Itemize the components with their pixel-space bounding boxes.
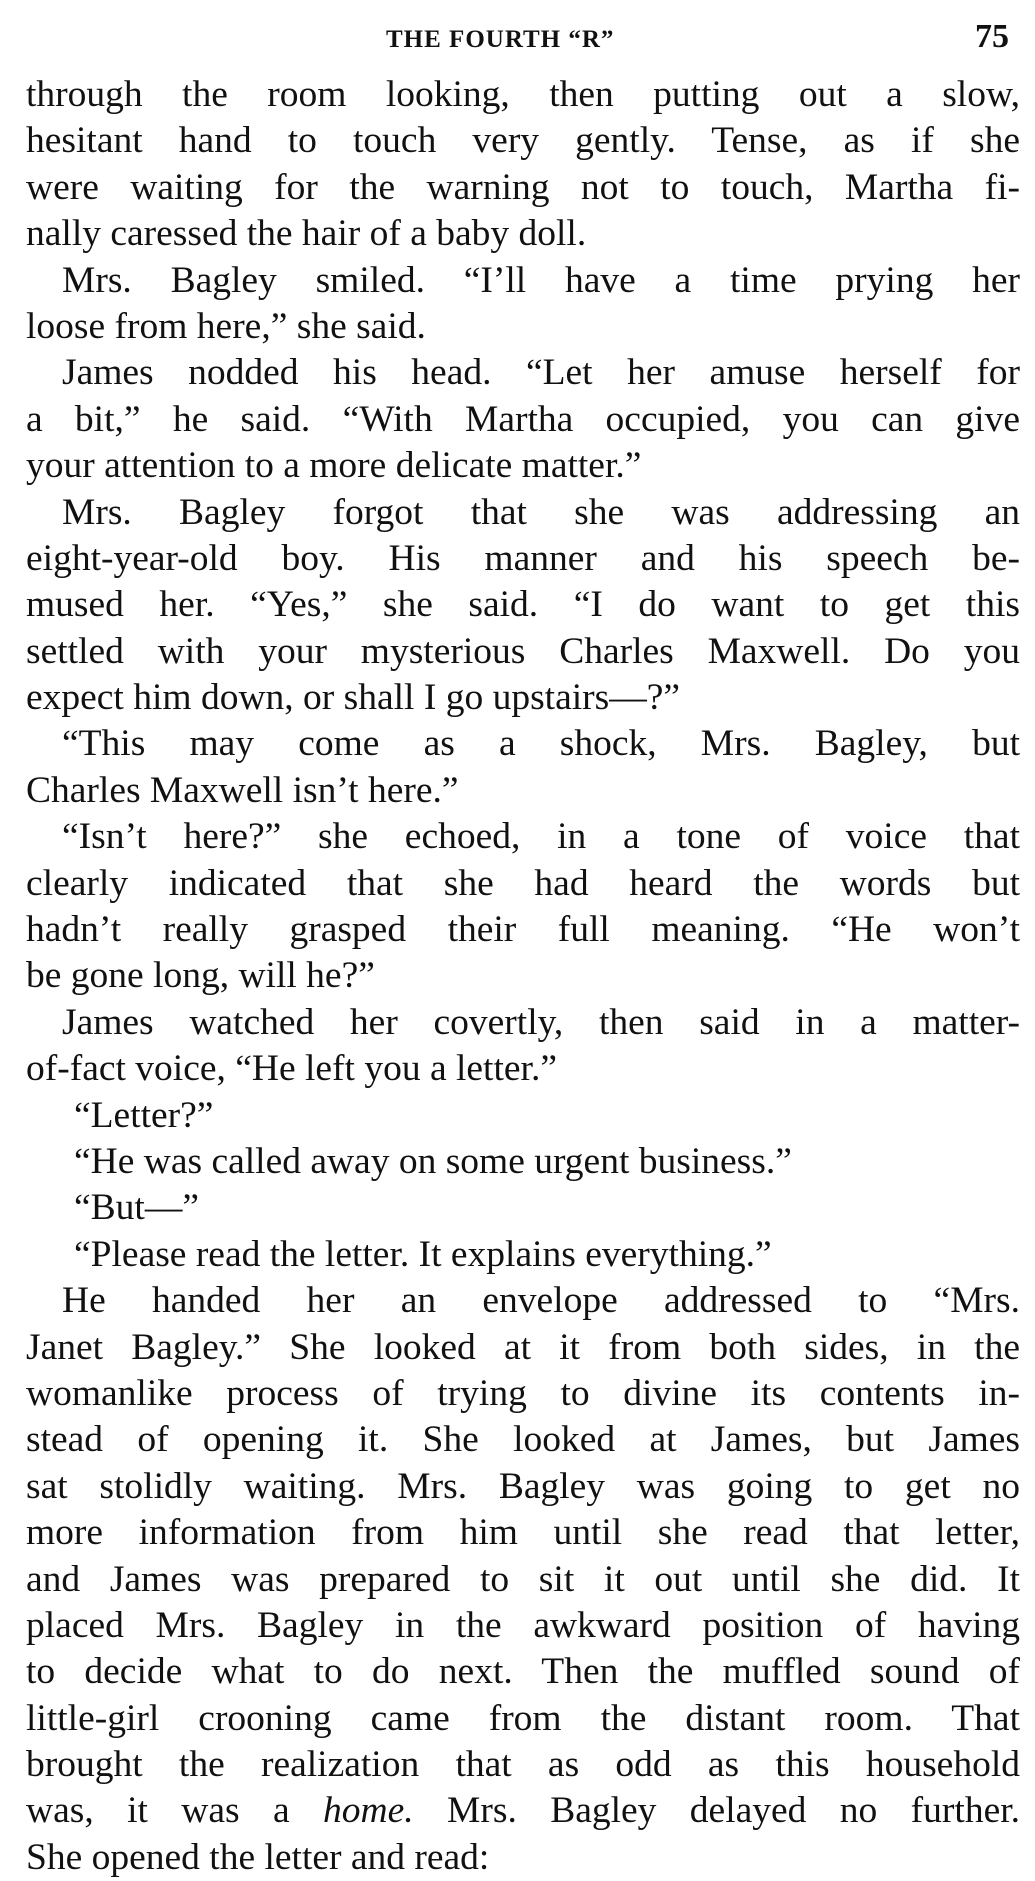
text-line: more information from him until she read that letter, bbox=[26, 1512, 1020, 1554]
text-line: James watched her covertly, then said in a matter- bbox=[62, 1001, 1020, 1043]
text-line: nally caressed the hair of a baby doll. bbox=[26, 213, 587, 255]
text-line: “Letter?” bbox=[74, 1094, 214, 1136]
text-line: Charles Maxwell isn’t here.” bbox=[26, 769, 459, 811]
text-line: She opened the letter and read: bbox=[26, 1836, 490, 1878]
text-line: James nodded his head. “Let her amuse herself for bbox=[62, 352, 1020, 394]
text-line: He handed her an envelope addressed to “Mrs. bbox=[62, 1280, 1020, 1322]
text-line: womanlike process of trying to divine its contents in- bbox=[26, 1372, 1020, 1414]
text-line: of-fact voice, “He left you a letter.” bbox=[26, 1048, 557, 1090]
running-head: THE FOURTH “R” bbox=[386, 26, 615, 53]
text-line: “This may come as a shock, Mrs. Bagley, but bbox=[62, 723, 1020, 765]
text-line: a bit,” he said. “With Martha occupied, you can give bbox=[26, 398, 1020, 440]
text-line: be gone long, will he?” bbox=[26, 955, 375, 997]
text-segment: Mrs. Bagley delayed no further. bbox=[413, 1790, 1020, 1832]
text-line: your attention to a more delicate matter.” bbox=[26, 445, 642, 487]
text-line: “He was called away on some urgent business.” bbox=[74, 1140, 792, 1182]
text-line: hadn’t really grasped their full meaning. “He won’t bbox=[26, 909, 1020, 951]
page-number: 75 bbox=[975, 18, 1009, 55]
emphasis-text: home. bbox=[323, 1790, 414, 1832]
text-line: “Please read the letter. It explains everything.” bbox=[74, 1233, 772, 1275]
text-line: expect him down, or shall I go upstairs—?” bbox=[26, 677, 681, 719]
text-line: Mrs. Bagley smiled. “I’ll have a time prying her bbox=[62, 259, 1020, 301]
body-text bbox=[26, 72, 1020, 1881]
text-line: hesitant hand to touch very gently. Tense, as if she bbox=[26, 120, 1020, 162]
text-line-with-emphasis bbox=[26, 1788, 1020, 1834]
text-line: Janet Bagley.” She looked at it from both sides, in the bbox=[26, 1326, 1020, 1368]
text-line: “Isn’t here?” she echoed, in a tone of voice that bbox=[62, 816, 1020, 858]
page-header bbox=[26, 18, 1015, 62]
text-line: brought the realization that as odd as this household bbox=[26, 1744, 1020, 1786]
text-line: stead of opening it. She looked at James, but James bbox=[26, 1419, 1020, 1461]
text-line: loose from here,” she said. bbox=[26, 305, 426, 347]
text-line: eight-year-old boy. His manner and his speech be- bbox=[26, 537, 1020, 579]
text-line: placed Mrs. Bagley in the awkward position of having bbox=[26, 1604, 1020, 1646]
text-line: Mrs. Bagley forgot that she was addressing an bbox=[62, 491, 1020, 533]
text-line: settled with your mysterious Charles Maxwell. Do you bbox=[26, 630, 1020, 672]
text-line: through the room looking, then putting out a slow, bbox=[26, 74, 1020, 115]
text-line: clearly indicated that she had heard the words but bbox=[26, 862, 1020, 904]
text-line: sat stolidly waiting. Mrs. Bagley was going to get no bbox=[26, 1465, 1020, 1507]
text-line: and James was prepared to sit it out until she did. It bbox=[26, 1558, 1020, 1600]
text-line: mused her. “Yes,” she said. “I do want to get this bbox=[26, 584, 1020, 626]
text-segment: was, it was a bbox=[26, 1790, 324, 1832]
text-line: were waiting for the warning not to touch, Martha fi- bbox=[26, 166, 1020, 208]
text-line: to decide what to do next. Then the muffled sound of bbox=[26, 1651, 1020, 1693]
text-line: little-girl crooning came from the distant room. That bbox=[26, 1697, 1020, 1739]
text-line: “But—” bbox=[74, 1187, 199, 1229]
